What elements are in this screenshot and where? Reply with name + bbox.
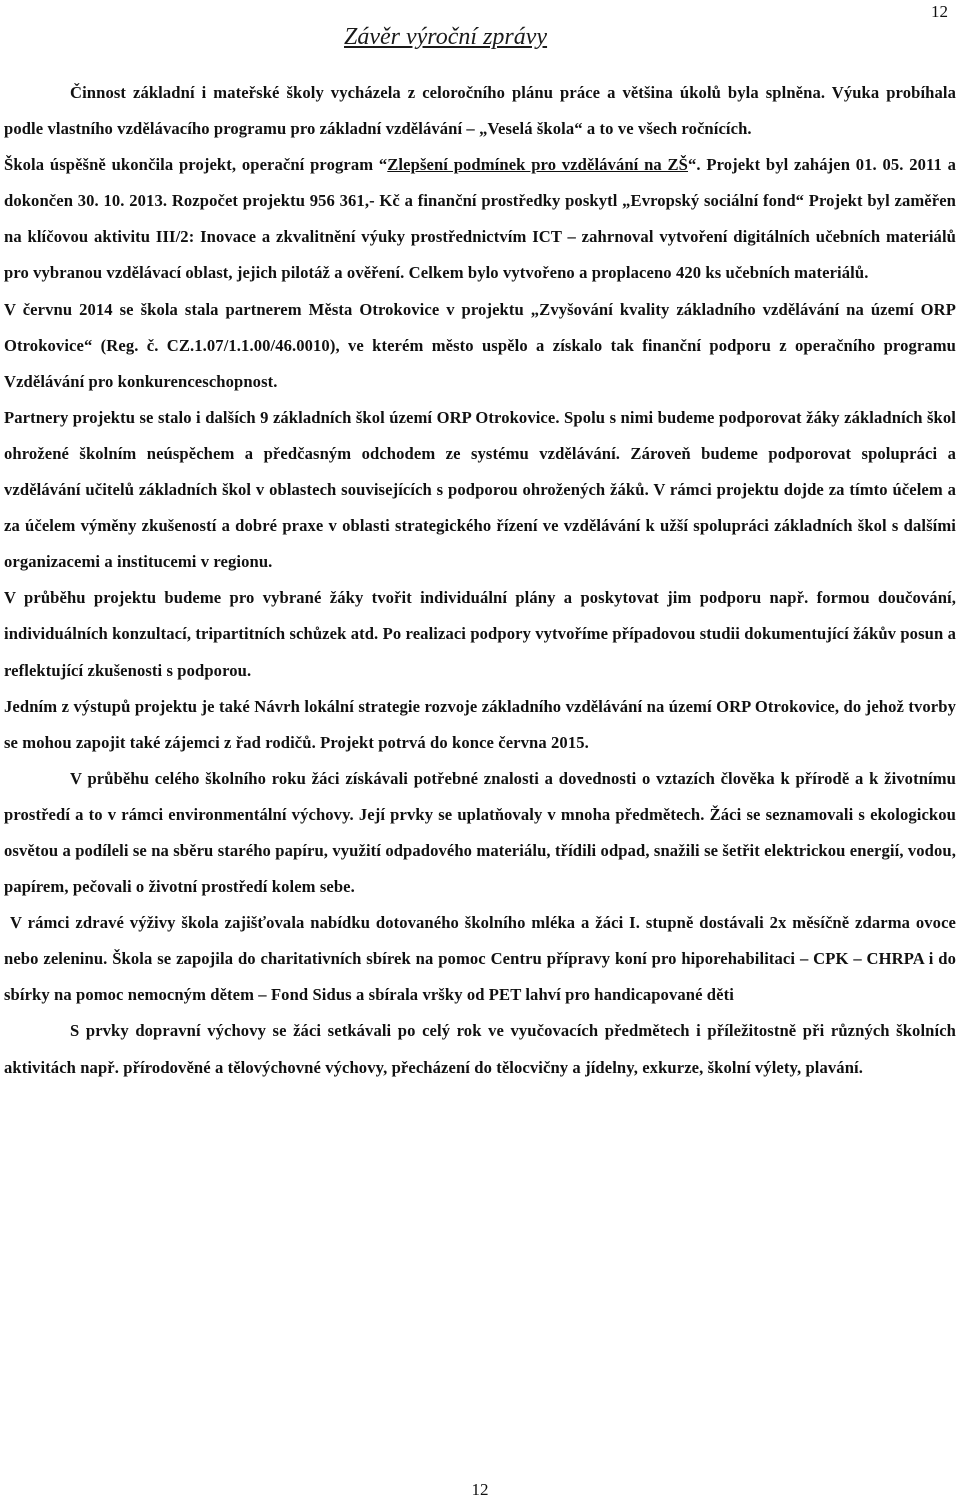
- paragraph-nutrition: V rámci zdravé výživy škola zajišťovala nabídku dotovaného školního mléka a žáci I. stupně dostávali 2x měsíčně zdarma ovoce nebo zeleninu. Škola se zapojila do charitativních sbírek na pomoc Centru přípravy koní pro hiporehabilitaci – CPK – CHRPA i do sbírky na pomoc nemocným dětem – Fond Sidus a sbírala vršky od PET lahví pro handicapované děti: [4, 913, 956, 1005]
- paragraph-summary: Činnost základní i mateřské školy vycházela z celoročního plánu práce a většina úkolů byla splněna. Výuka probíhala podle vlastního vzdělávacího programu pro základní vzdělávání – „Veselá škola“ a to ve všech ročnících.: [4, 83, 956, 139]
- paragraph-traffic-education: S prvky dopravní výchovy se žáci setkávali po celý rok ve vyučovacích předmětech i příležitostně při různých školních aktivitách např. přírodověné a tělovýchovné výchovy, přecházení do tělocvičny a jídelny, exkurze, školní výlety, plavání.: [4, 1021, 956, 1077]
- paragraph-environmental: V průběhu celého školního roku žáci získávali potřebné znalosti a dovednosti o vztazích člověka k přírodě a k životnímu prostředí a to v rámci environmentální výchovy. Její prvky se uplatňovaly v mnoha předmětech. Žáci se seznamovali s ekologickou osvětou a podíleli se na sběru starého papíru, využití odpadového materiálu, třídili odpad, snažili se šetřit elektrickou energií, vodou, papírem, pečovali o životní prostředí kolem sebe.: [4, 768, 956, 897]
- project-details-text: “. Projekt byl zahájen 01. 05. 2011 a dokončen 30. 10. 2013. Rozpočet projektu 956 361,- Kč a finanční prostředky poskytl „Evropský sociální fond“ Projekt byl zaměřen na klíčovou aktivitu III/2: Inovace a zkvalitnění výuky prostřednictvím ICT – zahrnoval vytvoření digitálních učebních materiálů pro vybranou vzdělávací oblast, jejich pilotáž a ověření. Celkem bylo vytvořeno a proplaceno 420 ks učebních materiálů.: [4, 155, 956, 283]
- page-number-bottom: 12: [471, 1480, 489, 1499]
- page-title: Závěr výroční zprávy: [344, 24, 548, 50]
- paragraph-individual-plans: V průběhu projektu budeme pro vybrané žáky tvořit individuální plány a poskytovat jim podporu např. formou doučování, individuálních konzultací, tripartitních schůzek atd. Po realizaci podpory vytvoříme případovou studii dokumentující žákův posun a reflektující zkušenosti s podporou.: [4, 588, 956, 680]
- paragraph-partnership: V červnu 2014 se škola stala partnerem Města Otrokovice v projektu „Zvyšování kvality základního vzdělávání na území ORP Otrokovice“ (Reg. č. CZ.1.07/1.1.00/46.0010), ve kterém město uspělo a získalo tak finanční podporu z operačního programu Vzdělávání pro konkurenceschopnost.: [4, 299, 956, 391]
- project-name-underlined: Zlepšení podmínek pro vzdělávání na ZŠ: [387, 155, 689, 175]
- paragraph-local-strategy: Jedním z výstupů projektu je také Návrh lokální strategie rozvoje základního vzdělávání na území ORP Otrokovice, do jehož tvorby se mohou zapojit také zájemci z řad rodičů. Projekt potrvá do konce června 2015.: [4, 696, 956, 752]
- project-intro-text: Škola úspěšně ukončila projekt, operační program “: [4, 155, 388, 175]
- page-number-top: 12: [931, 2, 948, 21]
- paragraph-partners: Partnery projektu se stalo i dalších 9 základních škol území ORP Otrokovice. Spolu s nimi budeme podporovat žáky základních škol ohrožené školním neúspěchem a předčasným odchodem ze systému vzdělávání. Zároveň budeme podporovat spolupráci a vzdělávání učitelů základních škol v oblastech souvisejících s podporou ohrožených žáků. V rámci projektu dojde za tímto účelem a za účelem výměny zkušeností a dobré praxe v oblasti strategického řízení ve vzdělávání k užší spolupráci základních škol s dalšími organizacemi a institucemi v regionu.: [4, 407, 956, 572]
- paragraph-project-zs: [4, 147, 956, 291]
- document-body: [4, 75, 956, 1086]
